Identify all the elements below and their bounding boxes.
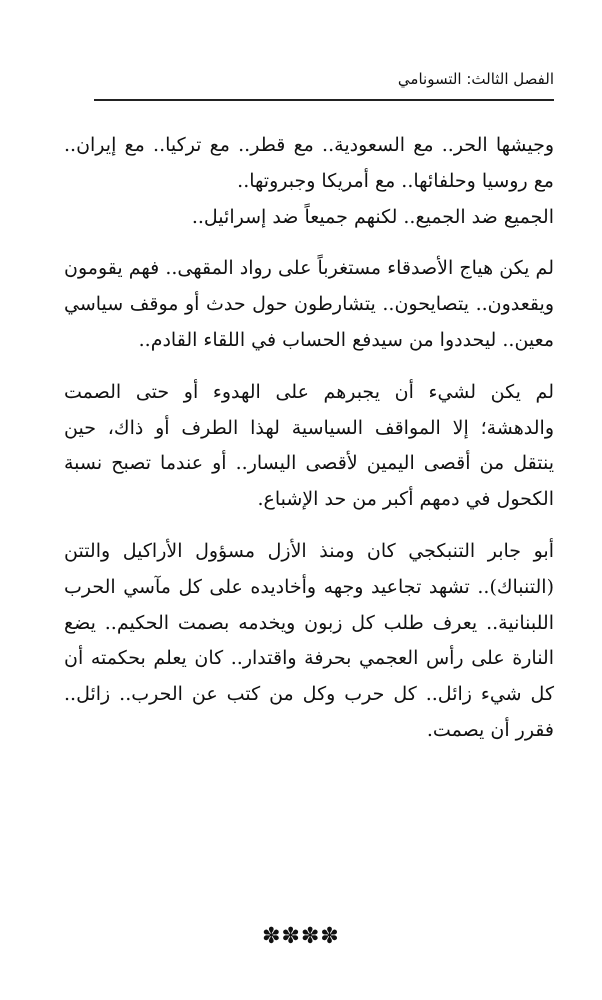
chapter-title: الفصل الثالث: التسونامي bbox=[397, 70, 554, 88]
paragraph-2: الجميع ضد الجميع.. لكنهم جميعاً ضد إسرائيل.. bbox=[191, 205, 554, 228]
paragraph-gap bbox=[64, 235, 554, 251]
paragraph-3: لم يكن هياج الأصدقاء مستغرباً على رواد المقهى.. فهم يقومون ويقعدون.. يتصايحون.. يتشارطون حول حدث أو موقف سياسي معين.. ليحددوا من سيدفع الحساب في اللقاء القادم.. bbox=[64, 257, 554, 351]
page-body bbox=[64, 128, 554, 749]
paragraph-1: وجيشها الحر.. مع السعودية.. مع قطر.. مع تركيا.. مع إيران.. مع روسيا وحلفائها.. مع أمريكا وجبروتها.. bbox=[64, 134, 554, 192]
paragraph-5: أبو جابر التنبكجي كان ومنذ الأزل مسؤول الأراكيل والتتن (التنباك).. تشهد تجاعيد وجهه وأخاديده على كل مآسي الحرب اللبنانية.. يعرف طلب كل زبون ويخدمه بصمت الحكيم.. يضع النارة على رأس العجمي بحرفة واقتدار.. كان يعلم بحكمته أن كل شيء زائل.. كل حرب وكل من كتب عن الحرب.. زائل.. فقرر أن يصمت. bbox=[64, 539, 554, 741]
section-separator: ✽✽✽✽ bbox=[262, 924, 340, 949]
running-header bbox=[94, 68, 554, 102]
header-rule bbox=[94, 99, 554, 101]
paragraph-gap bbox=[64, 518, 554, 534]
paragraph-4: لم يكن لشيء أن يجبرهم على الهدوء أو حتى الصمت والدهشة؛ إلا المواقف السياسية لهذا الطرف أو ذاك، حين ينتقل من أقصى اليمين لأقصى اليسار.. أو عندما تصبح نسبة الكحول في دمهم أكبر من حد الإشباع. bbox=[64, 380, 554, 511]
paragraph-gap bbox=[64, 359, 554, 375]
